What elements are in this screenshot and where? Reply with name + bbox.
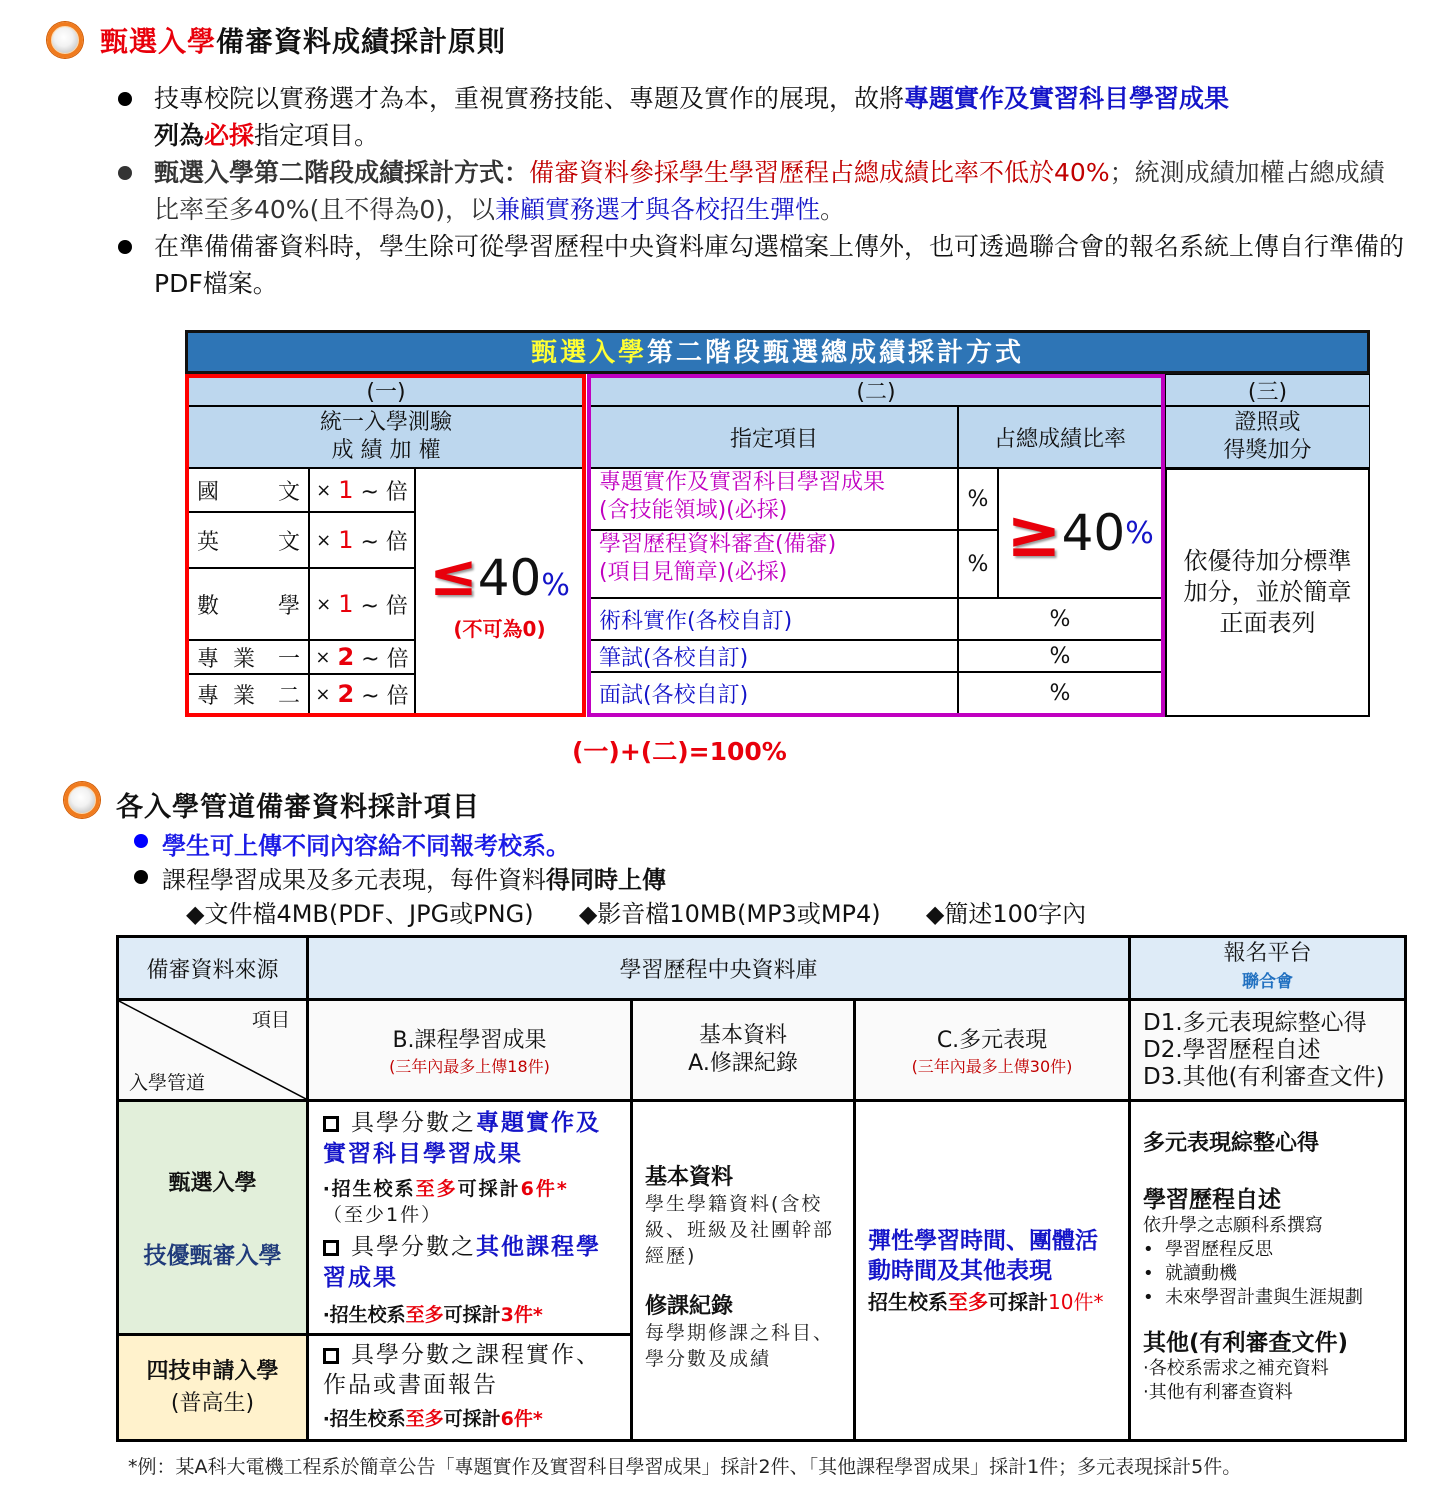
text: %: [1125, 515, 1154, 551]
text: ~ 倍: [360, 529, 408, 555]
text: 依升學之志願科系撰寫: [1143, 1215, 1323, 1236]
text: ×: [316, 479, 332, 501]
text: 備審資料來源: [146, 957, 279, 983]
orb-bullet-icon: [47, 22, 83, 58]
text: 至多: [948, 1290, 988, 1314]
text: (三年內最多上傳30件): [911, 1057, 1073, 1076]
text: 學習歷程資料審查(備審): [599, 532, 837, 557]
section1-title: [100, 20, 506, 60]
text: 可採計: [443, 1408, 501, 1430]
text: 英: [197, 529, 220, 555]
text: ~ 倍: [360, 593, 408, 619]
title-rest: 備審資料成績採計原則: [216, 25, 507, 58]
file-spec-summary: ◆簡述100字內: [925, 900, 1087, 928]
subject-row-4: [188, 640, 309, 674]
col-b-header: [306, 998, 633, 1102]
col-c-header: [853, 998, 1131, 1102]
text: 筆試(各校自訂): [599, 645, 749, 671]
d-list: [1143, 1238, 1396, 1310]
b-item-3-rule: [323, 1404, 620, 1434]
section2-title: 各入學管道備審資料採計項目: [116, 792, 480, 823]
text: 招生校系: [868, 1290, 948, 1314]
col2-header-item: [590, 406, 958, 468]
text: ‧招生校系: [323, 1408, 406, 1430]
bullet-icon: [118, 92, 132, 106]
col1-number: [188, 374, 584, 406]
col-d-body: [1128, 1099, 1407, 1442]
text: ‧招生校系: [323, 1304, 406, 1326]
text: ×: [315, 683, 331, 705]
list-item: ‧其他有利審查資料: [1143, 1382, 1293, 1403]
text: 多元表現綜整心得: [1143, 1131, 1320, 1156]
text: 依優待加分標準: [1183, 547, 1352, 575]
text: ；統測成績加權占總成績比率至多40%(且不得為0)，以: [154, 158, 1385, 224]
weight-row-3: [309, 568, 415, 640]
text: 具學分數之: [351, 1110, 476, 1136]
text: 面試(各校自訂): [599, 682, 749, 708]
header-database: [306, 935, 1131, 1001]
text: 技優甄審入學: [143, 1242, 282, 1269]
text: 課程學習成果及多元表現，每件資料: [162, 866, 546, 894]
text: B.課程學習成果: [392, 1028, 547, 1053]
col2-number: [590, 374, 1162, 406]
list-item: • 未來學習計畫與生涯規劃: [1143, 1287, 1364, 1308]
text: (三年內最多上傳18件): [389, 1057, 550, 1076]
text: 成 績 加 權: [331, 438, 441, 463]
col3-body: [1165, 468, 1370, 717]
text: %: [967, 551, 989, 577]
checkbox-icon: [323, 1348, 339, 1364]
text: 40: [1061, 504, 1126, 562]
col1-header: [188, 406, 584, 468]
text: ×: [315, 646, 331, 668]
text: 在準備備審資料時，學生除可從學習歷程中央資料庫勾選檔案上傳外，也可透過聯合會的報名系統上傳自行準備的PDF檔案。: [154, 232, 1405, 298]
text-highlight: 得同時上傳: [546, 866, 666, 894]
text: 40: [477, 548, 542, 607]
text: (含技能領域)(必採): [599, 498, 788, 523]
b-item-2: [323, 1232, 620, 1294]
bullet-icon: [134, 834, 148, 848]
checkbox-icon: [323, 1116, 339, 1132]
weight-row-1: [309, 468, 415, 512]
text-highlight: 專題實作及實習科目學習成果: [904, 84, 1230, 113]
footnote: *例：某A科大電機工程系於簡章公告「專題實作及實習科目學習成果」採計2件、「其他課程學習成果」採計1件；多元表現採計5件。: [128, 1456, 1242, 1478]
limit-note: (不可為0): [453, 616, 546, 641]
text: 加分，並於簡章: [1183, 578, 1352, 606]
text: 文: [277, 529, 300, 555]
weight-value: 1: [338, 590, 354, 618]
text: 專題實作及實習科目學習成果: [599, 470, 886, 495]
text: 6件*: [500, 1408, 543, 1430]
weight-value: 2: [337, 680, 355, 708]
text: 10件*: [1048, 1290, 1104, 1314]
bullet-item-3: [118, 228, 1408, 302]
text: 修課紀錄: [645, 1294, 734, 1319]
bullet-icon: [118, 166, 132, 180]
col3-header: [1165, 406, 1370, 468]
section2-bullet-2: [162, 860, 666, 895]
list-item: • 學習歷程反思: [1143, 1239, 1274, 1260]
bullet-item-2: [118, 154, 1408, 228]
designated-item-3: [590, 598, 958, 640]
header-platform: [1128, 935, 1407, 1001]
bullet-icon: [134, 870, 148, 884]
text: 列為: [154, 121, 205, 150]
text: 指定項目。: [254, 121, 380, 150]
list-item: ‧各校系需求之補充資料: [1143, 1358, 1329, 1379]
col-d-header: [1128, 998, 1407, 1102]
text: 至多: [415, 1178, 458, 1200]
col3-number: [1165, 374, 1370, 406]
text: (一): [366, 379, 406, 405]
text: 二: [277, 683, 300, 709]
text-highlight: 專題實作及實習科目學習成果: [323, 1110, 601, 1167]
text: 可採計: [443, 1304, 501, 1326]
ratio-cell-3: [958, 598, 1162, 640]
checkbox-icon: [323, 1240, 339, 1256]
text: 報名平台: [1223, 941, 1312, 966]
text: D2.學習歷程自述: [1143, 1036, 1321, 1063]
ratio-cell-1: [958, 468, 998, 530]
ratio-cell-4: [958, 640, 1162, 672]
text: 至多: [405, 1304, 444, 1326]
col-b-application: [306, 1333, 633, 1442]
text: 具學分數之課程實作、作品或書面報告: [323, 1342, 601, 1398]
designated-item-1: [590, 468, 958, 530]
file-spec-media: ◆影音檔10MB(MP3或MP4): [578, 900, 881, 928]
col-b-selection: [306, 1099, 633, 1336]
file-spec-doc: ◆文件檔4MB(PDF、JPG或PNG): [186, 900, 534, 928]
text: 指定項目: [729, 426, 818, 452]
text-highlight: 彈性學習時間、團體活動時間及其他表現: [868, 1228, 1098, 1284]
col2-min: [998, 468, 1162, 598]
designated-item-4: [590, 640, 958, 672]
weight-row-4: [309, 640, 415, 674]
text: 每學期修課之科目、學分數及成績: [645, 1322, 835, 1370]
subject-row-2: [188, 512, 309, 568]
weight-row-5: [309, 674, 415, 714]
bullet-item-1: [118, 80, 1408, 154]
text: D3.其他(有利審查文件): [1143, 1063, 1385, 1090]
text: 就讀動機: [1165, 1263, 1238, 1284]
channel-selection: [116, 1099, 309, 1336]
section1-bullets: [118, 80, 1408, 302]
text: A.修課紀錄: [688, 1051, 798, 1076]
col-a-header: [630, 998, 856, 1102]
subject-row-3: [188, 568, 309, 640]
weight-value: 1: [338, 526, 354, 554]
text: 學生學籍資料(含校級、班級及社團幹部經歷): [645, 1193, 835, 1267]
ratio-cell-5: [958, 672, 1162, 714]
text: ~ 倍: [361, 646, 409, 672]
header-source: [116, 935, 309, 1001]
diagonal-header: [116, 998, 309, 1102]
text: 可採計: [988, 1290, 1048, 1314]
text: %: [541, 567, 570, 603]
list-item: • 就讀動機: [1143, 1263, 1238, 1284]
title-highlight: 甄選入學: [100, 25, 217, 58]
b-item-1-rule: [323, 1176, 620, 1228]
b-item-1: [323, 1108, 620, 1170]
text: 聯合會: [1242, 972, 1293, 992]
ge-icon: ≥: [1006, 494, 1062, 572]
text: 基本資料: [645, 1165, 734, 1190]
text: 一: [277, 646, 300, 672]
text: 6件*: [520, 1178, 569, 1200]
text: 3件*: [500, 1304, 543, 1326]
text: 國: [197, 479, 220, 505]
text: 項目: [251, 1009, 290, 1031]
text: ~ 倍: [361, 683, 409, 709]
text: 證照或: [1234, 410, 1301, 435]
text: 基本資料: [698, 1023, 787, 1048]
text: 占總成績比率: [993, 426, 1126, 452]
b-item-3: [323, 1340, 620, 1400]
limit-value: [429, 541, 570, 609]
text: 入學管道: [129, 1072, 206, 1094]
text: 學習歷程自述: [1143, 1187, 1281, 1213]
weight-row-2: [309, 512, 415, 568]
text: 正面表列: [1219, 609, 1316, 637]
text-highlight: 備審資料參採學生學習歷程占總成績比率不低於40%: [529, 158, 1110, 187]
text: 數: [197, 593, 220, 619]
text-highlight: 必採: [204, 121, 255, 150]
designated-item-2: [590, 530, 958, 598]
text: ‧招生校系: [323, 1178, 416, 1200]
text: 專 業: [197, 646, 255, 672]
text: (二): [856, 379, 896, 405]
weight-value: 1: [338, 476, 354, 504]
text: C.多元表現: [936, 1028, 1048, 1053]
formula: (一)+(二)=100%: [572, 737, 787, 766]
bullet-icon: [118, 240, 132, 254]
title-rest: 第二階段甄選總成績採計方式: [647, 338, 1025, 368]
col1-limit: [415, 468, 584, 714]
subject-row-1: [188, 468, 309, 512]
col-a-body: [630, 1099, 856, 1442]
designated-item-5: [590, 672, 958, 714]
title-highlight: 甄選入學: [530, 338, 647, 368]
col-c-body: [853, 1099, 1131, 1442]
text: (項目見簡章)(必採): [599, 560, 788, 585]
text: ×: [316, 529, 332, 551]
text: 。: [820, 195, 846, 224]
text: D1.多元表現綜整心得: [1143, 1009, 1367, 1036]
text: 甄選入學第二階段成績採計方式：: [154, 158, 530, 187]
text: 其他(有利審查文件): [1143, 1330, 1349, 1356]
le-icon: ≤: [429, 540, 478, 609]
text: %: [1049, 606, 1071, 632]
subject-row-5: [188, 674, 309, 714]
table1-title: [185, 330, 1370, 374]
text: （至少1件）: [323, 1204, 443, 1226]
text: 得獎加分: [1223, 438, 1312, 463]
text: 學習歷程反思: [1165, 1239, 1274, 1260]
text: 術科實作(各校自訂): [599, 608, 793, 634]
section2-bullet-1: 學生可上傳不同內容給不同報考校系。: [162, 832, 570, 860]
text: 具學分數之: [351, 1234, 476, 1260]
text: 甄選入學: [168, 1170, 257, 1196]
text: 學: [277, 593, 300, 619]
col2-header-ratio: [958, 406, 1162, 468]
text: 文: [277, 479, 300, 505]
file-specs: [186, 894, 1086, 929]
b-item-2-rule: [323, 1300, 620, 1331]
ratio-cell-2: [958, 530, 998, 598]
text: (普高生): [170, 1390, 255, 1416]
text: 學習歷程中央資料庫: [619, 957, 818, 983]
text: ×: [316, 593, 332, 615]
text: 專 業: [197, 683, 255, 709]
text-highlight: 其他課程學習成果: [323, 1234, 601, 1291]
text: 統一入學測驗: [319, 410, 452, 435]
text: 技專校院以實務選才為本，重視實務技能、專題及實作的展現，故將: [154, 84, 905, 113]
text: 未來學習計畫與生涯規劃: [1165, 1287, 1364, 1308]
weight-value: 2: [337, 643, 355, 671]
text: 至多: [405, 1408, 444, 1430]
text: 可採計: [457, 1178, 521, 1200]
text: ~ 倍: [360, 479, 408, 505]
text: %: [967, 486, 989, 512]
orb-bullet-icon: [64, 782, 100, 818]
text: (三): [1247, 379, 1288, 405]
text-highlight: 兼顧實務選才與各校招生彈性: [494, 195, 820, 224]
text: 四技申請入學: [146, 1358, 279, 1384]
channel-application: [116, 1333, 309, 1442]
text: %: [1049, 643, 1071, 669]
c-rule: [868, 1286, 1120, 1315]
text: %: [1049, 680, 1071, 706]
